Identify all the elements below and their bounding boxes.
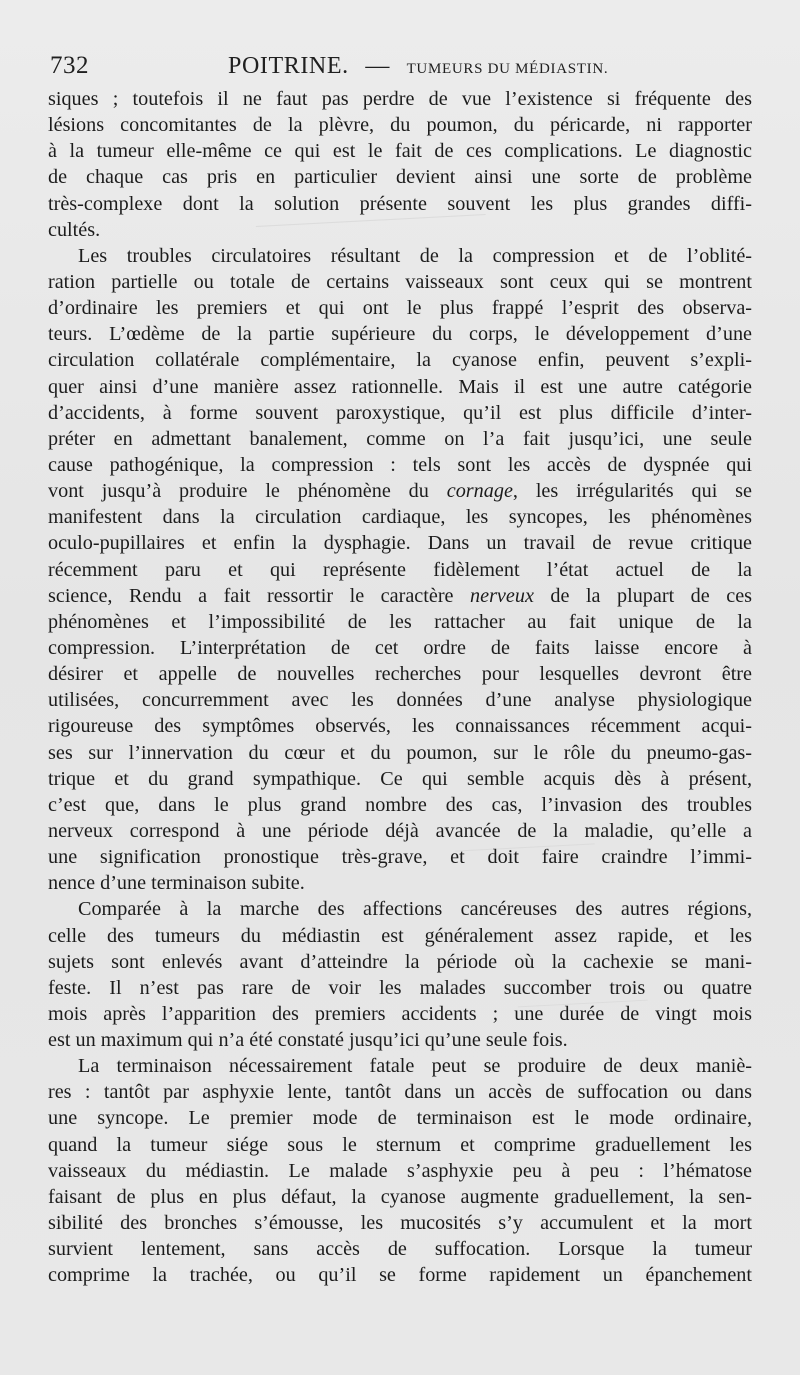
- text-line: siques ; toutefois il ne faut pas perdre de vue l’existence si fréquente des: [48, 88, 752, 110]
- text-line: ration partielle ou totale de certains vaisseaux sont ceux qui se montrent: [48, 270, 752, 293]
- paragraph-start-line: Comparée à la marche des affections cancéreuses des autres régions,: [78, 898, 752, 921]
- text-segment: , les irrégularités qui se: [512, 480, 752, 503]
- text-line: circulation collatérale complémentaire, la cyanose enfin, peuvent s’expli-: [48, 349, 752, 372]
- text-line: teurs. L’œdème de la partie supérieure du corps, le développement d’une: [48, 323, 752, 346]
- paragraph-start-line: Les troubles circulatoires résultant de la compression et de l’oblité-: [78, 244, 752, 267]
- text-line: une syncope. Le premier mode de terminaison est le mode ordinaire,: [48, 1107, 752, 1130]
- text-line: mois après l’apparition des premiers accidents ; une durée de vingt mois: [48, 1002, 752, 1025]
- text-line: quer ainsi d’une manière assez rationnelle. Mais il est une autre catégorie: [48, 375, 752, 398]
- text-line: survient lentement, sans accès de suffocation. Lorsque la tumeur: [48, 1238, 752, 1261]
- running-title-subtitle: TUMEURS DU MÉDIASTIN.: [406, 61, 609, 77]
- text-line: vaisseaux du médiastin. Le malade s’asphyxie peu à peu : l’hématose: [48, 1159, 752, 1182]
- text-line: sujets sont enlevés avant d’atteindre la période où la cachexie se mani-: [48, 950, 752, 973]
- italic-term: cornage: [446, 480, 513, 503]
- text-line: d’ordinaire les premiers et qui ont le plus frappé l’esprit des observa-: [48, 297, 752, 320]
- text-line: à la tumeur elle-même ce qui est le fait de ces complications. Le diagnostic: [48, 140, 752, 163]
- text-segment: science, Rendu a fait ressortir le caractère: [48, 584, 454, 607]
- page-header: [48, 52, 752, 82]
- text-line: de chaque cas pris en particulier devient ainsi une sorte de problème: [48, 166, 752, 189]
- text-line: ses sur l’innervation du cœur et du poumon, sur le rôle du pneumo-gas-: [48, 741, 752, 764]
- text-line: utilisées, concurremment avec les données d’une analyse physiologique: [48, 689, 752, 712]
- text-line-with-italic: [48, 583, 752, 609]
- text-line: manifestent dans la circulation cardiaque, les syncopes, les phénomènes: [48, 506, 752, 529]
- text-line: d’accidents, à forme souvent paroxystique, qu’il est plus difficile d’inter-: [48, 401, 752, 424]
- paragraph-start-line: La terminaison nécessairement fatale peut se produire de deux maniè-: [78, 1055, 752, 1078]
- text-line: comprime la trachée, ou qu’il se forme rapidement un épanchement: [48, 1264, 752, 1287]
- text-line: res : tantôt par asphyxie lente, tantôt dans un accès de suffocation ou dans: [48, 1081, 752, 1104]
- text-line: est un maximum qui n’a été constaté jusqu’ici qu’une seule fois.: [48, 1029, 568, 1052]
- text-line: compression. L’interprétation de cet ordre de faits laisse encore à: [48, 636, 752, 659]
- body-text: [48, 86, 752, 1288]
- text-line: nence d’une terminaison subite.: [48, 872, 305, 895]
- text-line: quand la tumeur siége sous le sternum et comprime graduellement les: [48, 1133, 752, 1156]
- text-line: préter en admettant banalement, comme on l’a fait jusqu’ici, une seule: [48, 427, 752, 450]
- text-line: récemment paru et qui représente fidèlement l’état actuel de la: [48, 558, 752, 581]
- text-line-with-italic: [48, 478, 752, 504]
- text-line: oculo-pupillaires et enfin la dysphagie. Dans un travail de revue critique: [48, 532, 752, 555]
- text-segment: vont jusqu’à produire le phénomène du: [48, 480, 429, 503]
- page-number: 732: [50, 52, 89, 79]
- text-line: cause pathogénique, la compression : tels sont les accès de dyspnée qui: [48, 453, 752, 476]
- text-line: feste. Il n’est pas rare de voir les malades succomber trois ou quatre: [48, 976, 752, 999]
- text-line: désirer et appelle de nouvelles recherches pour lesquelles devront être: [48, 663, 752, 686]
- text-line: celle des tumeurs du médiastin est généralement assez rapide, et les: [48, 924, 752, 947]
- running-title: [228, 52, 608, 83]
- text-line: très-complexe dont la solution présente souvent les plus grandes diffi-: [48, 192, 752, 215]
- italic-term: nerveux: [470, 584, 534, 607]
- running-title-main: POITRINE.: [228, 53, 349, 79]
- text-line: c’est que, dans le plus grand nombre des cas, l’invasion des troubles: [48, 793, 752, 816]
- text-segment: de la plupart de ces: [550, 584, 752, 607]
- text-line: lésions concomitantes de la plèvre, du poumon, du péricarde, ni rapporter: [48, 114, 752, 137]
- text-line: phénomènes et l’impossibilité de les rattacher au fait unique de la: [48, 610, 752, 633]
- text-line: sibilité des bronches s’émousse, les mucosités s’y accumulent et la mort: [48, 1212, 752, 1235]
- text-line: faisant de plus en plus défaut, la cyanose augmente graduellement, la sen-: [48, 1185, 752, 1208]
- text-line: une signification pronostique très-grave, et doit faire craindre l’immi-: [48, 846, 752, 869]
- text-line: rigoureuse des symptômes observés, les connaissances récemment acqui-: [48, 715, 752, 738]
- running-title-separator: —: [365, 53, 390, 79]
- text-line: cultés.: [48, 218, 101, 241]
- text-line: nerveux correspond à une période déjà avancée de la maladie, qu’elle a: [48, 819, 752, 842]
- text-line: trique et du grand sympathique. Ce qui semble acquis dès à présent,: [48, 767, 752, 790]
